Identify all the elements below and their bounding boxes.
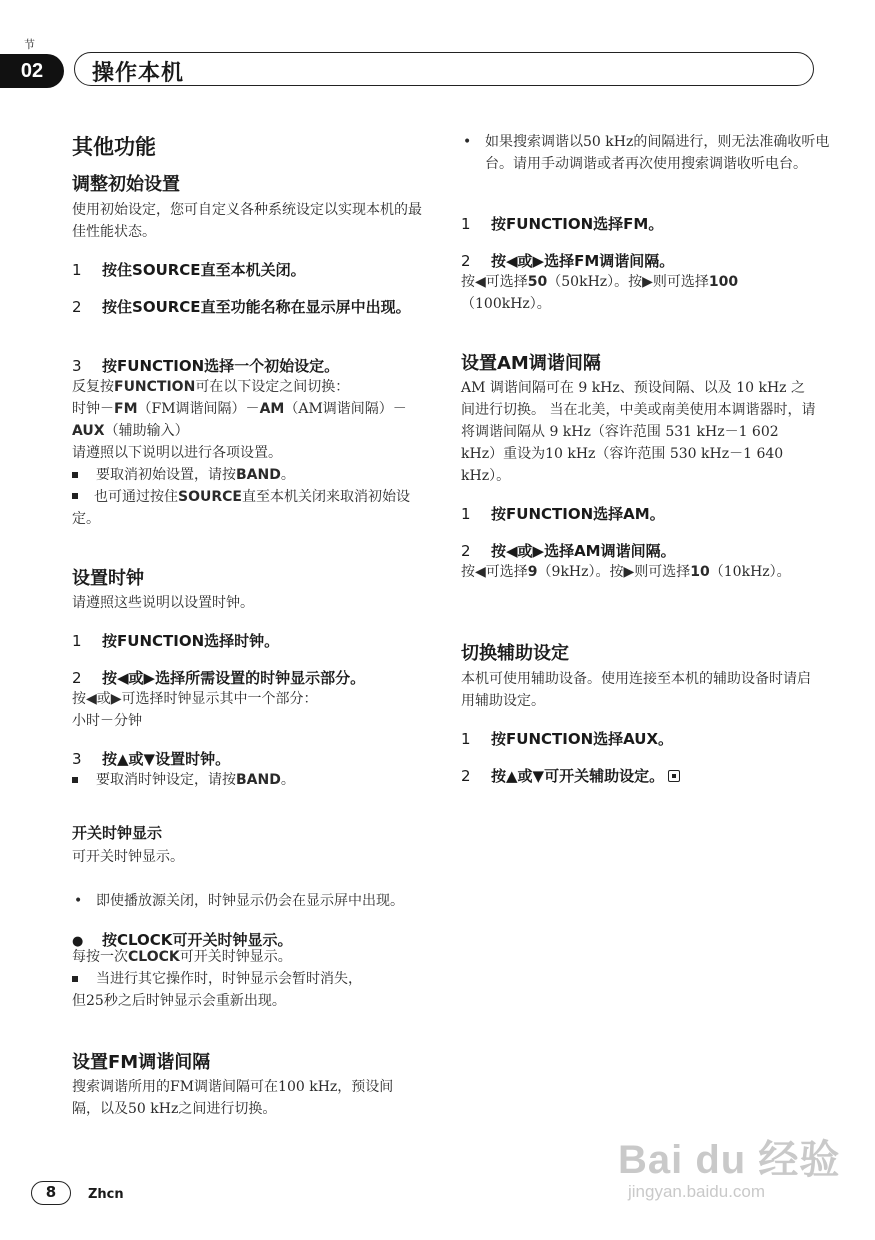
clockdisp-bullet: • 即使播放源关闭，时钟显示仍会在显示屏中出现。 — [72, 890, 416, 912]
fm-step-2: 2 按◀或▶选择FM调谐间隔。 — [461, 252, 675, 270]
clock-step-2: 2 按◀或▶选择所需设置的时钟显示部分。 — [72, 669, 366, 687]
section-label: 节 — [24, 38, 35, 51]
fm-intro: 搜索调谐所用的FM调谐间隔可在100 kHz，预设间隔，以及50 kHz之间进行切换。 — [72, 1079, 394, 1117]
language-code: Zhcn — [88, 1187, 124, 1202]
dot-bullet-icon: • — [74, 893, 83, 909]
init-note-1: 要取消初始设置，请按BAND。 — [72, 464, 427, 486]
aux-heading: 切换辅助设定 — [461, 643, 569, 664]
clock-note: 要取消时钟设定，请按BAND。 — [72, 769, 436, 791]
init-step-3-desc: 反复按FUNCTION可在以下设定之间切换： 时钟－FM（FM调谐间隔）－AM（AM调谐间隔）－AUX（辅助输入） 请遵照以下说明以进行各项设置。 要取消初始设置，请按BAND。 也可通过按住SOURCE直至本机关闭来取消初始设定。 — [72, 376, 427, 530]
clock-heading: 设置时钟 — [72, 568, 144, 589]
init-note-2: 也可通过按住SOURCE直至本机关闭来取消初始设定。 — [72, 489, 410, 527]
right-column — [461, 0, 830, 785]
fm-step-2-desc: 按◀可选择50（50kHz）。按▶则可选择100（100kHz）。 — [461, 274, 739, 312]
init-step-2: 2 按住SOURCE直至功能名称在显示屏中出现。 — [72, 298, 411, 316]
page-number: 8 — [31, 1181, 71, 1205]
clockdisp-desc: 每按一次CLOCK可开关时钟显示。 当进行其它操作时，时钟显示会暂时消失， 但25秒之后时钟显示会重新出现。 — [72, 949, 362, 1009]
aux-intro: 本机可使用辅助设备。使用连接至本机的辅助设备时请启用辅助设定。 — [461, 671, 811, 709]
watermark-url: jingyan.baidu.com — [628, 1182, 766, 1201]
clock-step-1: 1 按FUNCTION选择时钟。 — [72, 632, 280, 650]
clockdisp-step: ● 按CLOCK可开关时钟显示。 — [72, 931, 293, 949]
clockdisp-intro: 可开关时钟显示。 — [72, 849, 184, 865]
watermark-logo: Bai du 经验 — [618, 1138, 841, 1182]
init-step-1: 1 按住SOURCE直至本机关闭。 — [72, 261, 306, 279]
square-bullet-icon — [72, 493, 78, 499]
am-step-1: 1 按FUNCTION选择AM。 — [461, 505, 665, 523]
clock-step-2-desc: 按◀或▶可选择时钟显示其中一个部分： 小时－分钟 — [72, 691, 318, 729]
header-bar — [74, 52, 814, 86]
aux-step-2: 2 按▲或▼可开关辅助设定。 — [461, 765, 680, 786]
square-bullet-icon — [72, 777, 78, 783]
section-number-badge: 02 — [0, 54, 64, 88]
filled-circle-icon: ● — [72, 934, 84, 949]
am-heading: 设置AM调谐间隔 — [461, 353, 601, 374]
clock-step-3: 3 按▲或▼设置时钟。 — [72, 750, 231, 768]
clock-intro: 请遵照这些说明以设置时钟。 — [72, 595, 254, 611]
am-intro: AM 调谐间隔可在 9 kHz、预设间隔、以及 10 kHz 之间进行切换。 当在北美，中美或南美使用本调谐器时，请将调谐间隔从 9 kHz（容许范围 531 kHz－1 602 kHz）重设为10 kHz（容许范围 530 kHz－1 640 kHz）。 — [461, 380, 816, 484]
init-step-3: 3 按FUNCTION选择一个初始设定。 — [72, 357, 340, 375]
am-step-2-desc: 按◀可选择9（9kHz）。按▶则可选择10（10kHz）。 — [461, 564, 791, 580]
init-intro: 使用初始设定，您可自定义各种系统设定以实现本机的最佳性能状态。 — [72, 202, 422, 240]
clockdisp-heading: 开关时钟显示 — [72, 824, 163, 842]
dot-bullet-icon: • — [463, 134, 472, 150]
aux-step-1: 1 按FUNCTION选择AUX。 — [461, 730, 674, 748]
am-step-2: 2 按◀或▶选择AM调谐间隔。 — [461, 542, 676, 560]
page-title: 操作本机 — [92, 61, 185, 86]
fm-step-1: 1 按FUNCTION选择FM。 — [461, 215, 664, 233]
square-bullet-icon — [72, 976, 78, 982]
fm-bullet: • 如果搜索调谐以50 kHz的间隔进行，则无法准确收听电台。请用手动调谐或者再次使用搜索调谐收听电台。 — [461, 131, 830, 175]
fm-heading: 设置FM调谐间隔 — [72, 1052, 211, 1073]
main-heading: 其他功能 — [72, 135, 156, 159]
end-of-section-icon — [668, 770, 680, 782]
init-heading: 调整初始设置 — [72, 174, 180, 195]
baidu-watermark — [618, 1128, 841, 1201]
square-bullet-icon — [72, 472, 78, 478]
